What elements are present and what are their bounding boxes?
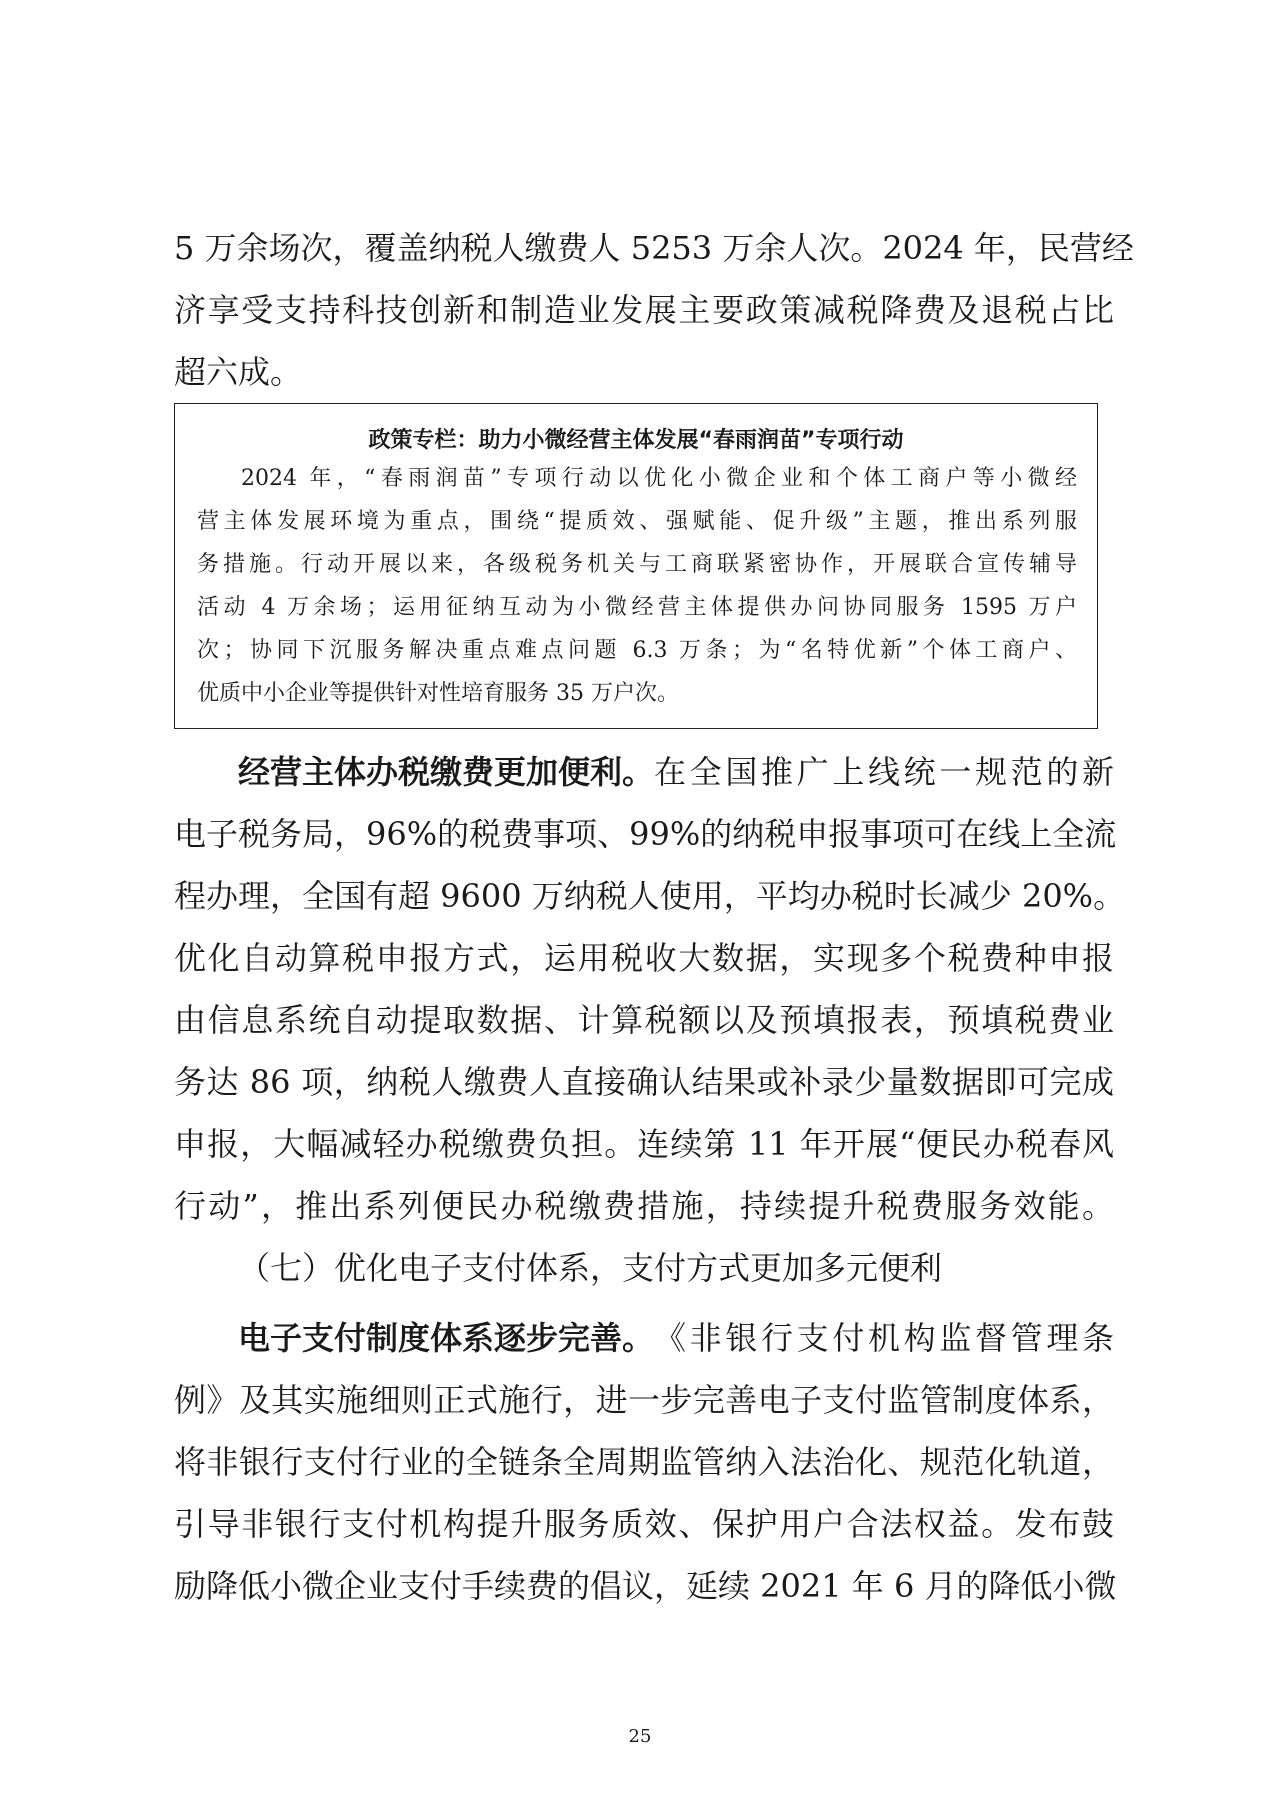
payment-paragraph-heading: 电子支付制度体系逐步完善。 [238,1319,655,1357]
payment-paragraph-first-line: 《非银行支付机构监督管理条 [654,1319,1114,1357]
text-line: 例》及其实施细则正式施行，进一步完善电子支付监管制度体系， [174,1381,1114,1419]
text-line: 济享受支持科技创新和制造业发展主要政策减税降费及退税占比 [174,291,1114,329]
text-line [174,750,1114,794]
text-line: 将非银行支付行业的全链条全周期监管纳入法治化、规范化轨道， [174,1443,1114,1481]
policy-box-line: 务措施。行动开展以来，各级税务机关与工商联紧密协作，开展联合宣传辅导 [197,552,1077,577]
page-number: 25 [628,1726,652,1747]
text-line: 电子税务局，96%的税费事项、99%的纳税申报事项可在线上全流 [174,815,1117,853]
policy-box-line: 优质中小企业等提供针对性培育服务 35 万户次。 [197,681,679,706]
text-line: 务达 86 项，纳税人缴费人直接确认结果或补录少量数据即可完成 [174,1063,1114,1101]
text-line: 优化自动算税申报方式，运用税收大数据，实现多个税费种申报 [174,939,1114,977]
text-line: 引导非银行支付机构提升服务质效、保护用户合法权益。发布鼓 [174,1505,1114,1543]
tax-paragraph-heading: 经营主体办税缴费更加便利。 [238,753,655,791]
policy-box-title: 政策专栏：助力小微经营主体发展“春雨润苗”专项行动 [368,428,904,453]
policy-column-box [174,403,1098,729]
text-line: 申报，大幅减轻办税缴费负担。连续第 11 年开展“便民办税春风 [174,1125,1114,1163]
text-line: 行动”，推出系列便民办税缴费措施，持续提升税费服务效能。 [174,1187,1114,1225]
policy-box-line: 营主体发展环境为重点，围绕“提质效、强赋能、促升级”主题，推出系列服 [197,509,1077,534]
policy-box-line: 活动 4 万余场；运用征纳互动为小微经营主体提供办问协同服务 1595 万户 [197,595,1077,620]
text-line: 由信息系统自动提取数据、计算税额以及预填报表，预填税费业 [174,1001,1114,1039]
tax-paragraph-first-line: 在全国推广上线统一规范的新 [654,753,1114,791]
section-heading: （七）优化电子支付体系，支付方式更加多元便利 [238,1249,943,1287]
text-line: 超六成。 [174,353,303,391]
text-line: 5 万余场次，覆盖纳税人缴费人 5253 万余人次。2024 年，民营经 [174,229,1134,267]
text-line: 励降低小微企业支付手续费的倡议，延续 2021 年 6 月的降低小微 [174,1567,1117,1605]
text-line: 程办理，全国有超 9600 万纳税人使用，平均办税时长减少 20%。 [174,877,1126,915]
text-line [174,1316,1114,1360]
policy-box-line: 2024 年，“春雨润苗”专项行动以优化小微企业和个体工商户等小微经 [241,466,1077,491]
policy-box-line: 次；协同下沉服务解决重点难点问题 6.3 万条；为“名特优新”个体工商户、 [197,638,1077,663]
